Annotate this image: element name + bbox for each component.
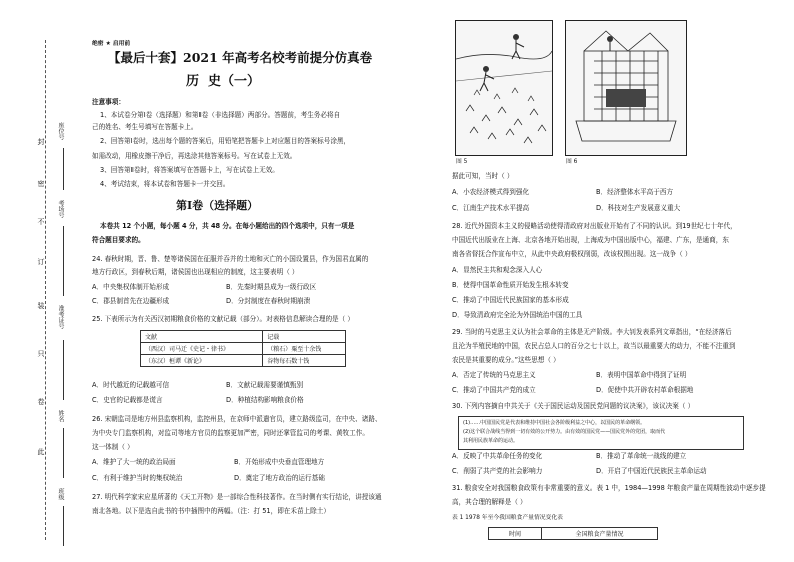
question-26-stem: 为中央专门监察机构，对监司等地方官员的监察更加严密，同时还掌管监司的考课、黄牧工作。 — [92, 429, 369, 437]
question-24-stem: 地方行政区，到春秋后期，诸侯国也出现相应的制度，这主要表明（ ） — [92, 268, 299, 276]
secret-mark: 绝密 ★ 启用前 — [92, 41, 131, 47]
notes-line: 如需改动，用橡皮擦干净后，再选涂其他答案标号。写在试卷上无效。 — [92, 152, 297, 160]
source-box-line: (1)……中国国民党是代表和维持中国社会各阶级利益之中心，以国民的革命纲领。 — [463, 420, 646, 426]
question-27-option[interactable]: A．小农经济模式得到强化 — [452, 188, 530, 196]
binding-char: 密 — [37, 180, 45, 187]
question-31-stem: 31. 粮食安全对我国粮食政策有非常重要的意义。表 1 中，1984—1998 年粮食产量在周期性波动中逐步提 — [452, 484, 766, 492]
farming-illustration-drawing — [456, 21, 552, 155]
admission-number-line[interactable] — [63, 340, 64, 400]
question-25-stem: 25. 下表所示为有关西汉初期粮食价格的文献记载（部分）。对表格信息解读合理的是（ ） — [92, 315, 354, 323]
name-line[interactable] — [63, 428, 64, 478]
figure-5-farming-illustration — [455, 20, 553, 156]
question-24-option[interactable]: D．分封制度在春秋时期崩溃 — [226, 297, 311, 305]
binding-char: 只 — [37, 350, 45, 357]
question-29-stem: 29. 当时的马克思主义认为社会革命的主体是无产阶级。李大钊发表系列文章指出，“在经济落后 — [452, 328, 732, 336]
table-header: 时间 — [489, 528, 542, 540]
question-30-source-box — [458, 416, 744, 450]
question-29-option[interactable]: B．表明中国革命中得到了证明 — [596, 371, 687, 379]
question-26-option[interactable]: C．有利于维护当时的集权统治 — [92, 474, 183, 482]
source-box-line: (2)这个联合战线当得到一切有效的公开势力。由有效的国民党——国民党外的党团，取而代 — [463, 429, 666, 435]
question-29-option[interactable]: A．否定了传统的马克思主义 — [452, 371, 536, 379]
admission-number-label: 准考证号 — [57, 305, 64, 329]
question-24-stem: 24. 春秋时期，晋、鲁、楚等诸侯国在征服并吞并的土地和灭亡的小国设置县，作为国君直属的 — [92, 255, 369, 263]
notes-line: 3、回答第Ⅱ卷时，将答案填写在答题卡上，写在试卷上无效。 — [100, 166, 279, 174]
question-25-option[interactable]: D．种植结构影响粮食价格 — [226, 396, 304, 404]
loom-illustration-drawing — [566, 21, 686, 155]
table-header: 全国粮食产量情况 — [542, 528, 658, 540]
figure-6-loom-illustration — [565, 20, 687, 156]
table-header: 记载 — [263, 331, 346, 343]
question-27-option[interactable]: B．经济整体水平高于西方 — [596, 188, 674, 196]
question-29-option[interactable]: D．促使中共开辟农村革命根据地 — [596, 386, 694, 394]
question-31-table — [488, 527, 658, 540]
question-24-option[interactable]: C．郡县制首先在边疆形成 — [92, 297, 170, 305]
question-27-option[interactable]: D．科技对生产发展意义重大 — [596, 204, 681, 212]
section-intro: 本卷共 12 个小题，每小题 4 分，共 48 分。在每小题给出的四个选项中，只有一项是 — [100, 222, 355, 230]
question-27-stem-continued: 据此可知，当时（ ） — [452, 172, 514, 180]
source-box-line: 其利用民族革命的运动。 — [463, 438, 519, 444]
binding-char: 装 — [37, 302, 45, 309]
notes-line: 2、回答第Ⅰ卷时，选出每个题的答案后，用铅笔把答题卡上对应题目的答案标号涂黑， — [100, 137, 351, 145]
name-label: 姓名 — [57, 410, 64, 422]
section-title: 第Ⅰ卷（选择题） — [176, 199, 259, 212]
question-30-option[interactable]: D．开启了中国近代民族民主革命运动 — [596, 467, 707, 475]
question-29-stem: 且沦为半殖民地的中国，农民占总人口的百分之七十以上，故当以最重要大的动力，不能不注重到 — [452, 342, 736, 350]
question-27-option[interactable]: C．江南生产技术水平提高 — [452, 204, 530, 212]
question-26-stem: 26. 宋朝监司是地方州县监察机构，监控州县，在京师中派遣官员，建立路级监司，在中央、诸路、 — [92, 415, 382, 423]
binding-margin — [0, 0, 78, 562]
question-28-stem: 28. 近代外国资本主义的侵略活动使得清政府对出版业开始有了不同的认识。到19世纪七十年代， — [452, 222, 737, 230]
table-cell: （西汉）司马迁《史记・律书》 — [141, 343, 263, 355]
question-26-option[interactable]: D．奠定了地方政治的运行基础 — [234, 474, 325, 482]
binding-char: 此 — [37, 448, 45, 455]
figure-5-caption: 图 5 — [456, 159, 468, 165]
binding-dashed-line — [45, 40, 46, 540]
question-27-stem: 27. 明代科学家宋应星所著的《天工开物》是一部综合性科技著作。在当时侧有实行结论，讲授该通 — [92, 493, 382, 501]
binding-char: 订 — [37, 258, 45, 265]
question-25-option[interactable]: C．史官的记载都是谎言 — [92, 396, 163, 404]
question-26-stem: 这一体制（ ） — [92, 443, 134, 451]
table-cell: 谷物每石数十钱 — [263, 355, 346, 367]
notes-heading: 注意事项： — [92, 98, 125, 106]
question-30-option[interactable]: C．削弱了共产党的社会影响力 — [452, 467, 543, 475]
notes-line: 4、考试结束，将本试卷和答题卡一并交回。 — [100, 180, 230, 188]
question-24-option[interactable]: A．中央集权体制开始形成 — [92, 283, 170, 291]
table-header: 文献 — [141, 331, 263, 343]
question-25-option[interactable]: A．时代越近的记载越可信 — [92, 381, 170, 389]
question-30-stem: 30. 下列内容摘自中共关于《关于国民运动及国民党问题的议决案》，该议决案（ ） — [452, 402, 695, 410]
question-28-option[interactable]: A．显然民主共和观念深入人心 — [452, 266, 543, 274]
notes-line: 1、本试卷分第Ⅰ卷（选择题）和第Ⅱ卷（非选择题）两部分。答题前，考生务必将自 — [100, 111, 341, 119]
question-27-stem: 南北各地。以下是选自此书的书中插图中的两幅。（注：打 51，即在禾苗上除土） — [92, 507, 330, 515]
subject-title: 历 史（一） — [186, 74, 261, 89]
question-26-option[interactable]: B．开始形成中央垂直管理地方 — [234, 458, 325, 466]
class-label: 班级 — [57, 488, 64, 500]
class-line[interactable] — [63, 506, 64, 546]
question-30-option[interactable]: B．推动了革命统一战线的建立 — [596, 452, 687, 460]
seat-number-line[interactable] — [63, 148, 64, 190]
question-29-stem: 农民是其重要的成分。”这些思想（ ） — [452, 356, 560, 364]
question-28-option[interactable]: D．导致清政府完全沦为外国统治中国的工具 — [452, 311, 583, 319]
question-28-stem: 中国近代出版业在上海、北京各地开始出现，上海成为中国出版中心，福建、广东，是通商，东 — [452, 236, 729, 244]
question-28-stem: 南各省督抚合作宣布中立，从此中央政府极权削弱，改该权围出现。这一战争（ ） — [452, 250, 692, 258]
notes-line: 己的姓名、考生号填写在答题卡上。 — [92, 123, 198, 131]
binding-char: 封 — [37, 138, 45, 145]
question-28-option[interactable]: C．推动了中国近代民族国家的基本形成 — [452, 296, 569, 304]
question-25-table — [140, 330, 346, 367]
question-29-option[interactable]: C．推动了中国共产党的成立 — [452, 386, 536, 394]
question-28-option[interactable]: B．使得中国革命性质开始发生根本转变 — [452, 281, 569, 289]
section-intro: 符合题目要求的。 — [92, 236, 145, 244]
question-26-option[interactable]: A．维护了大一统的政治局面 — [92, 458, 176, 466]
figure-6-caption: 图 6 — [566, 159, 578, 165]
exam-room-line[interactable] — [63, 226, 64, 296]
seat-number-label: 座位号 — [57, 122, 64, 140]
question-31-stem: 高，其合理的解释是（ ） — [452, 498, 527, 506]
question-25-option[interactable]: B．文献记载需要谨慎甄别 — [226, 381, 304, 389]
exam-room-label: 考场号 — [57, 200, 64, 218]
question-30-option[interactable]: A．反映了中共革命任务的变化 — [452, 452, 543, 460]
table-cell: （东汉）桓谭《新论》 — [141, 355, 263, 367]
binding-char: 卷 — [37, 398, 45, 405]
question-31-table-caption: 表 1 1978 年至今我国粮食产量情况变化表 — [452, 515, 563, 521]
exam-title: 【最后十套】2021 年高考名校考前提分仿真卷 — [108, 50, 373, 65]
table-cell: （粮石）粟至十余钱 — [263, 343, 346, 355]
question-24-option[interactable]: B．先秦时期县成为一级行政区 — [226, 283, 317, 291]
binding-char: 不 — [37, 218, 45, 225]
